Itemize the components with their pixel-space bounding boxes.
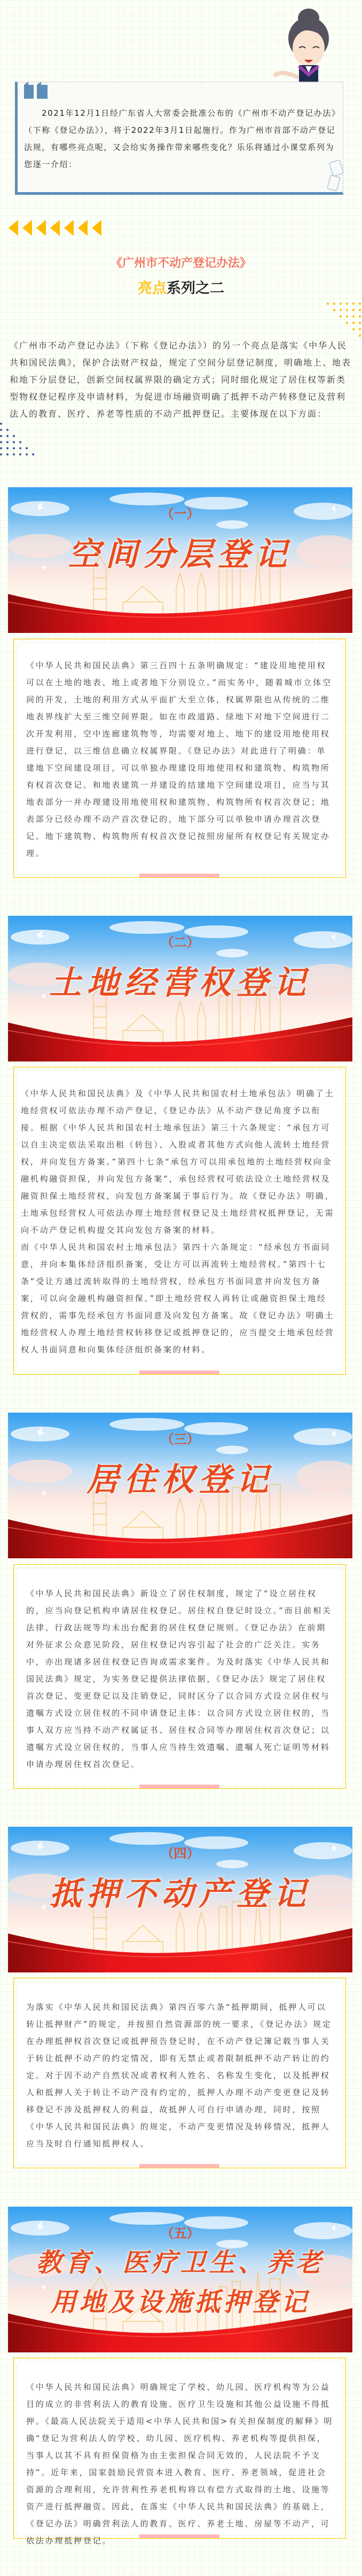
pink-accent-bar [139, 874, 219, 877]
paragraph: 《中华人民共和国民法典》明确规定了学校、幼儿园、医疗机构等为公益目的成立的非营利法人的教育设施、医疗卫生设施和其他公益设施不得抵押。《最高人民法院关于适用<中华人民共和国>有关担保制度的解释》明确“登记为营利法人的学校、幼儿园、医疗机构、养老机构等提供担保，当事人以其不具有担保资格为由主张担保合同无效的，人民法院不予支持”。近年来，国家鼓励民营资本进入教育、医疗、养老领域，促进社会资源的合理利用，允许营利性养老机构将以有偿方式取得的土地、设施等资产进行抵押融资。因此，在落实《中华人民共和国民法典》的基础上，《登记办法》明确营利法人的教育、医疗、养老土地、房屋等不动产，可依法办理抵押登记。 [26, 2382, 334, 2546]
pink-accent-bar [139, 1785, 219, 1788]
section-4-title: 抵押不动产登记 [49, 1875, 311, 1913]
section-5-banner [8, 2207, 352, 2352]
lead-paragraph: 《广州市不动产登记办法》（下称《登记办法》）的另一个亮点是落实《中华人民共和国民法典》，保护合法财产权益，规定了空间分层登记制度，明确地上、地表和地下分层登记，创新空间权属界限的确定方式；同时细化规定了居住权等新类型物权登记程序及申请材料，为促进市场融资明确了抵押不动产转移登记及营利法人的教育、医疗、养老等性质的不动产抵押登记。主要体现在以下方面： [10, 340, 352, 419]
section-2-text [21, 1085, 335, 1358]
section-3-banner [8, 1413, 352, 1558]
chevron-decoration-icon [9, 220, 106, 236]
paragraph: 《中华人民共和国民法典》及《中华人民共和国农村土地承包法》明确了土地经营权可依法办理不动产登记，《登记办法》从不动产登记角度予以衔接。根据《中华人民共和国农村土地承包法》第三十六条规定：“承包方可以自主决定依法采取出租（转包）、入股或者其他方式向他人流转土地经营权，并向发包方备案。”第四十七条“承包方可以用承包地的土地经营权向金融机构融资担保，并向发包方备案”，承包经营权可依法设立土地经营权及融资担保土地经营权，向发包方备案属于事后行为。故《登记办法》明确，土地承包经营权人可依法办理土地经营权登记及土地经营权抵押登记，无需向不动产登记机构提交其向发包方备案的材料。 [21, 1089, 335, 1235]
pink-accent-bar [139, 2164, 219, 2168]
section-4-number: （四） [161, 1845, 200, 1861]
paragraph: 《中华人民共和国民法典》第三百四十五条明确规定：“建设用地使用权可以在土地的地表、地上或者地下分别设立。”而实务中，随着城市立体空间的开发，土地的利用方式从平面扩大至立体，权属界限也从传统的二维地表界线扩大至三维空间界限。如在市政道路、绿地下对地下空间进行二次开发利用，空中连廊建筑物等，均需要对地上、地下的建设用地使用权进行登记，以三维信息确立权属界限。《登记办法》对此进行了明确：单建地下空间建设项目，可以单独办理建设用地使用权和建筑物、构筑物所有权首次登记。和地表建筑一并建设的结建地下空间建设项目，应当与其地表部分一并办理建设用地使用权和建筑物、构筑物所有权首次登记；地表部分已经办理不动产首次登记的，地下部分可以单独申请办理首次登记。地下建筑物、构筑物所有权首次登记按照房屋所有权登记有关规定办理。 [26, 661, 332, 858]
section-2-title: 土地经营权登记 [49, 964, 311, 1002]
section-2-box [13, 1067, 346, 1375]
paragraph: 为落实《中华人民共和国民法典》第四百零六条“抵押期间，抵押人可以转让抵押财产”的规定，并按照自然资源部的统一要求，《登记办法》规定在办理抵押权首次登记或抵押预告登记时，在不动产登记簿记载当事人关于转让抵押不动产的约定情况，即有无禁止或者限制抵押不动产转让的约定。对于因不动产自然状况或者权利人姓名、名称发生变化，以及抵押权人和抵押人关于转让不动产没有约定的，抵押人办理不动产变更登记及转移登记不涉及抵押权人的利益，故抵押人可自行申请办理，同时，按照《中华人民共和国民法典》的规定，不动产变更情况及转移情况，抵押人应当及时自行通知抵押权人。 [26, 2002, 332, 2149]
section-5-text [26, 2379, 335, 2549]
section-3-box [13, 1564, 346, 1789]
section-4-text [26, 1999, 335, 2152]
section-2-banner [8, 916, 352, 1061]
section-5-title-line-1: 教育、医疗卫生、养老 [36, 2248, 325, 2278]
section-3-number: （三） [161, 1431, 200, 1447]
subtitle-rest: 系列之二 [167, 280, 224, 297]
section-1-box [13, 639, 346, 878]
article-title: 《广州市不动产登记办法》 [110, 257, 251, 270]
section-1-number: （一） [161, 506, 200, 521]
subtitle-highlight: 亮点 [138, 280, 167, 297]
yellow-dots-decoration-icon [324, 302, 362, 339]
section-4-banner [8, 1827, 352, 1972]
section-1-title: 空间分层登记 [68, 536, 293, 573]
blue-dots-decoration-icon [0, 422, 37, 457]
intro-paragraph: 2021年12月1日经广东省人大常委会批准公布的《广州市不动产登记办法》（下称《登记办法》），将于2022年3月1日起施行。作为广州市首部不动产登记法规，有哪些亮点呢，又会给实务操作带来哪些变化？乐乐将通过小课堂系列为您逐一介绍： [24, 108, 336, 169]
section-1-banner [8, 487, 352, 633]
presenter-illustration [271, 6, 335, 83]
section-5-number: （五） [161, 2225, 200, 2241]
quote-icon [23, 82, 49, 99]
section-5-title [8, 2243, 352, 2322]
section-4-box [13, 1978, 346, 2168]
section-3-title: 居住权登记 [86, 1461, 274, 1499]
section-5-title-line-2: 用地及设施抵押登记 [50, 2287, 310, 2317]
section-3-text [26, 1585, 335, 1773]
section-5-box [13, 2358, 346, 2546]
section-2-number: （二） [161, 934, 200, 950]
pink-accent-bar [139, 1370, 219, 1374]
section-1-text [26, 657, 335, 862]
documents-icon [327, 160, 344, 193]
paragraph: 而《中华人民共和国农村土地承包法》第四十六条规定：“经承包方书面同意，并向本集体经济组织备案，受让方可以再流转土地经营权。”第四十七条“受让方通过流转取得的土地经营权，经承包方书面同意并向发包方备案，可以向金融机构融资担保。”即土地经营权人再转让或融资担保土地经营权的，需事先经承包方书面同意及向发包方备案。故《登记办法》明确土地经营权人办理土地经营权转移登记或抵押登记的，应当提交土地承包经营权人书面同意和向集体经济组织备案的材料。 [21, 1242, 335, 1354]
paragraph: 《中华人民共和国民法典》新设立了居住权制度，规定了“设立居住权的，应当向登记机构申请居住权登记。居住权自登记时设立。”而目前相关法律、行政法规等均未出台配套的居住权登记规则。《登记办法》在前期对外征求公众意见阶段，居住权登记内容引起了社会的广泛关注。实务中，亦出现诸多居住权登记咨询或需求案件。为及时落实《中华人民共和国民法典》规定，为实务登记提供法律依据，《登记办法》规定了居住权首次登记、变更登记以及注销登记，同时区分了以合同方式设立居住权与遗嘱方式设立居住权的不同申请登记主体：以合同方式设立居住权的，当事人双方应当持不动产权属证书、居住权合同等办理居住权首次登记；以遗嘱方式设立居住权的，当事人应当持生效遗嘱、遗嘱人死亡证明等材料申请办理居住权首次登记。 [26, 1589, 332, 1769]
article-subtitle [0, 276, 362, 297]
